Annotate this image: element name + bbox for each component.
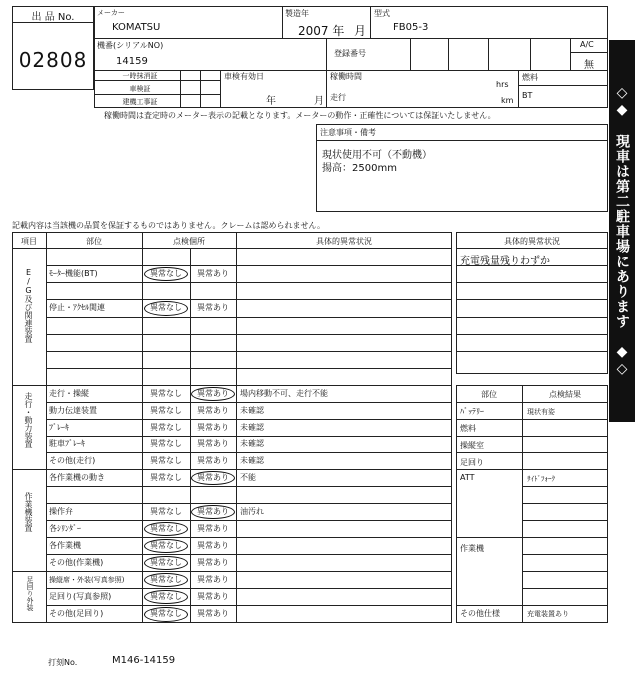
row-part: 操縦席・外装(写真参照) — [49, 576, 125, 584]
serial-value: 14159 — [116, 56, 148, 67]
inspection-year-unit: 年 — [266, 96, 276, 107]
check-abnormal[interactable]: 異常あり — [197, 423, 229, 432]
row-part: その他(走行) — [49, 456, 96, 465]
registration-label: 登録番号 — [334, 49, 366, 58]
check-normal[interactable]: 異常なし — [150, 389, 182, 398]
circle-mark — [144, 590, 188, 604]
col-check: 点検個所 — [173, 237, 205, 246]
circle-mark — [144, 301, 188, 316]
check-abnormal[interactable]: 異常あり — [197, 406, 229, 415]
result-col-result: 点検結果 — [549, 390, 581, 399]
circle-mark — [144, 522, 188, 536]
row-detail: 不能 — [240, 473, 256, 482]
row-detail: 未確認 — [240, 456, 264, 465]
check-abnormal[interactable]: 異常あり — [197, 269, 229, 278]
result-cabin: 操縦室 — [460, 441, 484, 450]
col-detail: 具体的異常状況 — [316, 237, 372, 246]
row-part: 操作弁 — [49, 507, 73, 516]
permit-vehicle: 車検証 — [129, 85, 151, 93]
lot-number: 02808 — [18, 48, 88, 72]
check-normal[interactable]: 異常なし — [150, 507, 182, 516]
check-abnormal[interactable]: 異常あり — [197, 524, 229, 533]
row-part: 各ｼﾘﾝﾀﾞｰ — [49, 524, 81, 533]
row-detail: 未確認 — [240, 439, 264, 448]
check-abnormal[interactable]: 異常あり — [197, 439, 229, 448]
month-suffix: 月 — [354, 24, 367, 38]
row-part: 足回り(写真参照) — [49, 592, 112, 601]
row-detail: 油汚れ — [240, 507, 264, 516]
check-normal[interactable]: 異常なし — [150, 609, 182, 618]
section-engine: E/G及び関連装置 — [24, 268, 33, 343]
check-abnormal[interactable]: 異常あり — [197, 303, 229, 312]
remarks-title: 注意事項・備考 — [320, 128, 376, 137]
fuel-label: 燃料 — [522, 73, 538, 82]
lot-label: 出 品 No. — [31, 12, 75, 23]
remark-line-2: 揚高：2500mm — [322, 163, 397, 174]
maker-label: メーカー — [97, 9, 125, 17]
result-work: 作業機 — [460, 544, 484, 553]
circle-mark — [191, 387, 235, 401]
check-normal[interactable]: 異常なし — [150, 456, 182, 465]
result-other: その他仕様 — [460, 609, 500, 618]
ac-value: 無 — [584, 60, 594, 71]
check-abnormal[interactable]: 異常あり — [197, 609, 229, 618]
remark-line-1: 現状使用不可（不動機） — [322, 150, 432, 161]
circle-mark — [144, 539, 188, 553]
ac-label: A/C — [580, 40, 594, 49]
check-normal[interactable]: 異常なし — [150, 439, 182, 448]
section-work: 作業機装置 — [24, 492, 33, 532]
row-part: 停止・ｱｸｾﾙ関連 — [49, 303, 105, 312]
circle-mark — [191, 471, 235, 485]
check-normal[interactable]: 異常なし — [150, 406, 182, 415]
permit-construction: 建機工事証 — [122, 98, 158, 106]
result-fuel: 燃料 — [460, 424, 476, 433]
check-normal[interactable]: 異常なし — [150, 269, 182, 278]
year-label: 製造年 — [285, 9, 309, 18]
fuel-value: BT — [522, 91, 533, 100]
check-abnormal[interactable]: 異常あり — [197, 507, 229, 516]
row-detail: 場内移動不可、走行不能 — [240, 389, 328, 398]
row-part: 各作業機 — [49, 541, 81, 550]
row-part: 各作業機の動き — [49, 473, 105, 482]
check-abnormal[interactable]: 異常あり — [197, 592, 229, 601]
check-normal[interactable]: 異常なし — [150, 558, 182, 567]
result-battery-value: 現状有姿 — [527, 408, 555, 416]
check-normal[interactable]: 異常なし — [150, 524, 182, 533]
row-part: 動力伝達装置 — [49, 406, 97, 415]
row-part: その他(作業機) — [49, 558, 104, 567]
inspection-month-unit: 月 — [314, 96, 324, 107]
col-item: 項目 — [21, 237, 37, 246]
row-part: ﾓｰﾀｰ機能(BT) — [49, 269, 98, 278]
check-abnormal[interactable]: 異常あり — [197, 389, 229, 398]
maker-value: KOMATSU — [112, 22, 161, 33]
result-att: ATT — [460, 473, 475, 482]
check-normal[interactable]: 異常なし — [150, 592, 182, 601]
check-abnormal[interactable]: 異常あり — [197, 558, 229, 567]
section-undercarriage: 足回り外装 — [26, 576, 34, 611]
side-banner: ◇◆ 現車は第二駐車場にあります ◆◇ — [609, 40, 635, 422]
circle-mark — [144, 267, 188, 281]
check-abnormal[interactable]: 異常あり — [197, 456, 229, 465]
hours-label: 稼働時間 — [330, 72, 362, 81]
hours-note: 稼働時間は査定時のメーター表示の記載となります。メーターの動作・正確性については保証いたしません。 — [104, 111, 496, 120]
circle-mark — [191, 505, 235, 519]
row-part: その他(足回り) — [49, 609, 104, 618]
row-detail: 未確認 — [240, 423, 264, 432]
circle-mark — [144, 573, 188, 587]
circle-mark — [144, 607, 188, 622]
check-normal[interactable]: 異常なし — [150, 423, 182, 432]
check-normal[interactable]: 異常なし — [150, 541, 182, 550]
section-drive: 走行・動力装置 — [24, 392, 33, 448]
model-label: 型式 — [374, 9, 390, 18]
km-unit: km — [501, 96, 514, 105]
right-detail-title: 具体的異常状況 — [504, 237, 560, 246]
result-col-part: 部位 — [481, 390, 497, 399]
result-other-value: 充電装置あり — [527, 610, 569, 618]
quality-note: 記載内容は当該機の品質を保証するものではありません。クレームは認められません。 — [12, 221, 325, 230]
check-normal[interactable]: 異常なし — [150, 303, 182, 312]
result-battery: ﾊﾞｯﾃﾘｰ — [460, 407, 484, 416]
row-part: 走行・操縦 — [49, 389, 89, 398]
circle-mark — [144, 556, 188, 570]
model-value: FB05-3 — [393, 22, 429, 33]
stamp-value: M146-14159 — [112, 655, 176, 666]
run-label: 走行 — [330, 93, 346, 102]
inspection-label: 車検有効日 — [224, 72, 264, 81]
check-abnormal[interactable]: 異常あり — [197, 473, 229, 482]
year-value: 2007 年 — [298, 24, 345, 38]
row-part: ﾌﾞﾚｰｷ — [49, 423, 69, 432]
result-feet: 足回り — [460, 458, 484, 467]
result-att-value: ｻｲﾄﾞﾌｫｰｸ — [527, 475, 555, 483]
col-part: 部位 — [86, 237, 102, 246]
right-detail-line-1: 充電残量残りわずか — [460, 256, 550, 267]
stamp-label: 打刻No. — [48, 658, 78, 667]
check-abnormal[interactable]: 異常あり — [197, 575, 229, 584]
row-part: 駐車ﾌﾞﾚｰｷ — [49, 439, 85, 448]
check-normal[interactable]: 異常なし — [150, 575, 182, 584]
permit-temporary: 一時抹消証 — [122, 72, 158, 80]
serial-label: 機番(シリアルNO) — [97, 41, 164, 50]
row-detail: 未確認 — [240, 406, 264, 415]
hours-unit: hrs — [496, 80, 509, 89]
check-normal[interactable]: 異常なし — [150, 473, 182, 482]
check-abnormal[interactable]: 異常あり — [197, 541, 229, 550]
